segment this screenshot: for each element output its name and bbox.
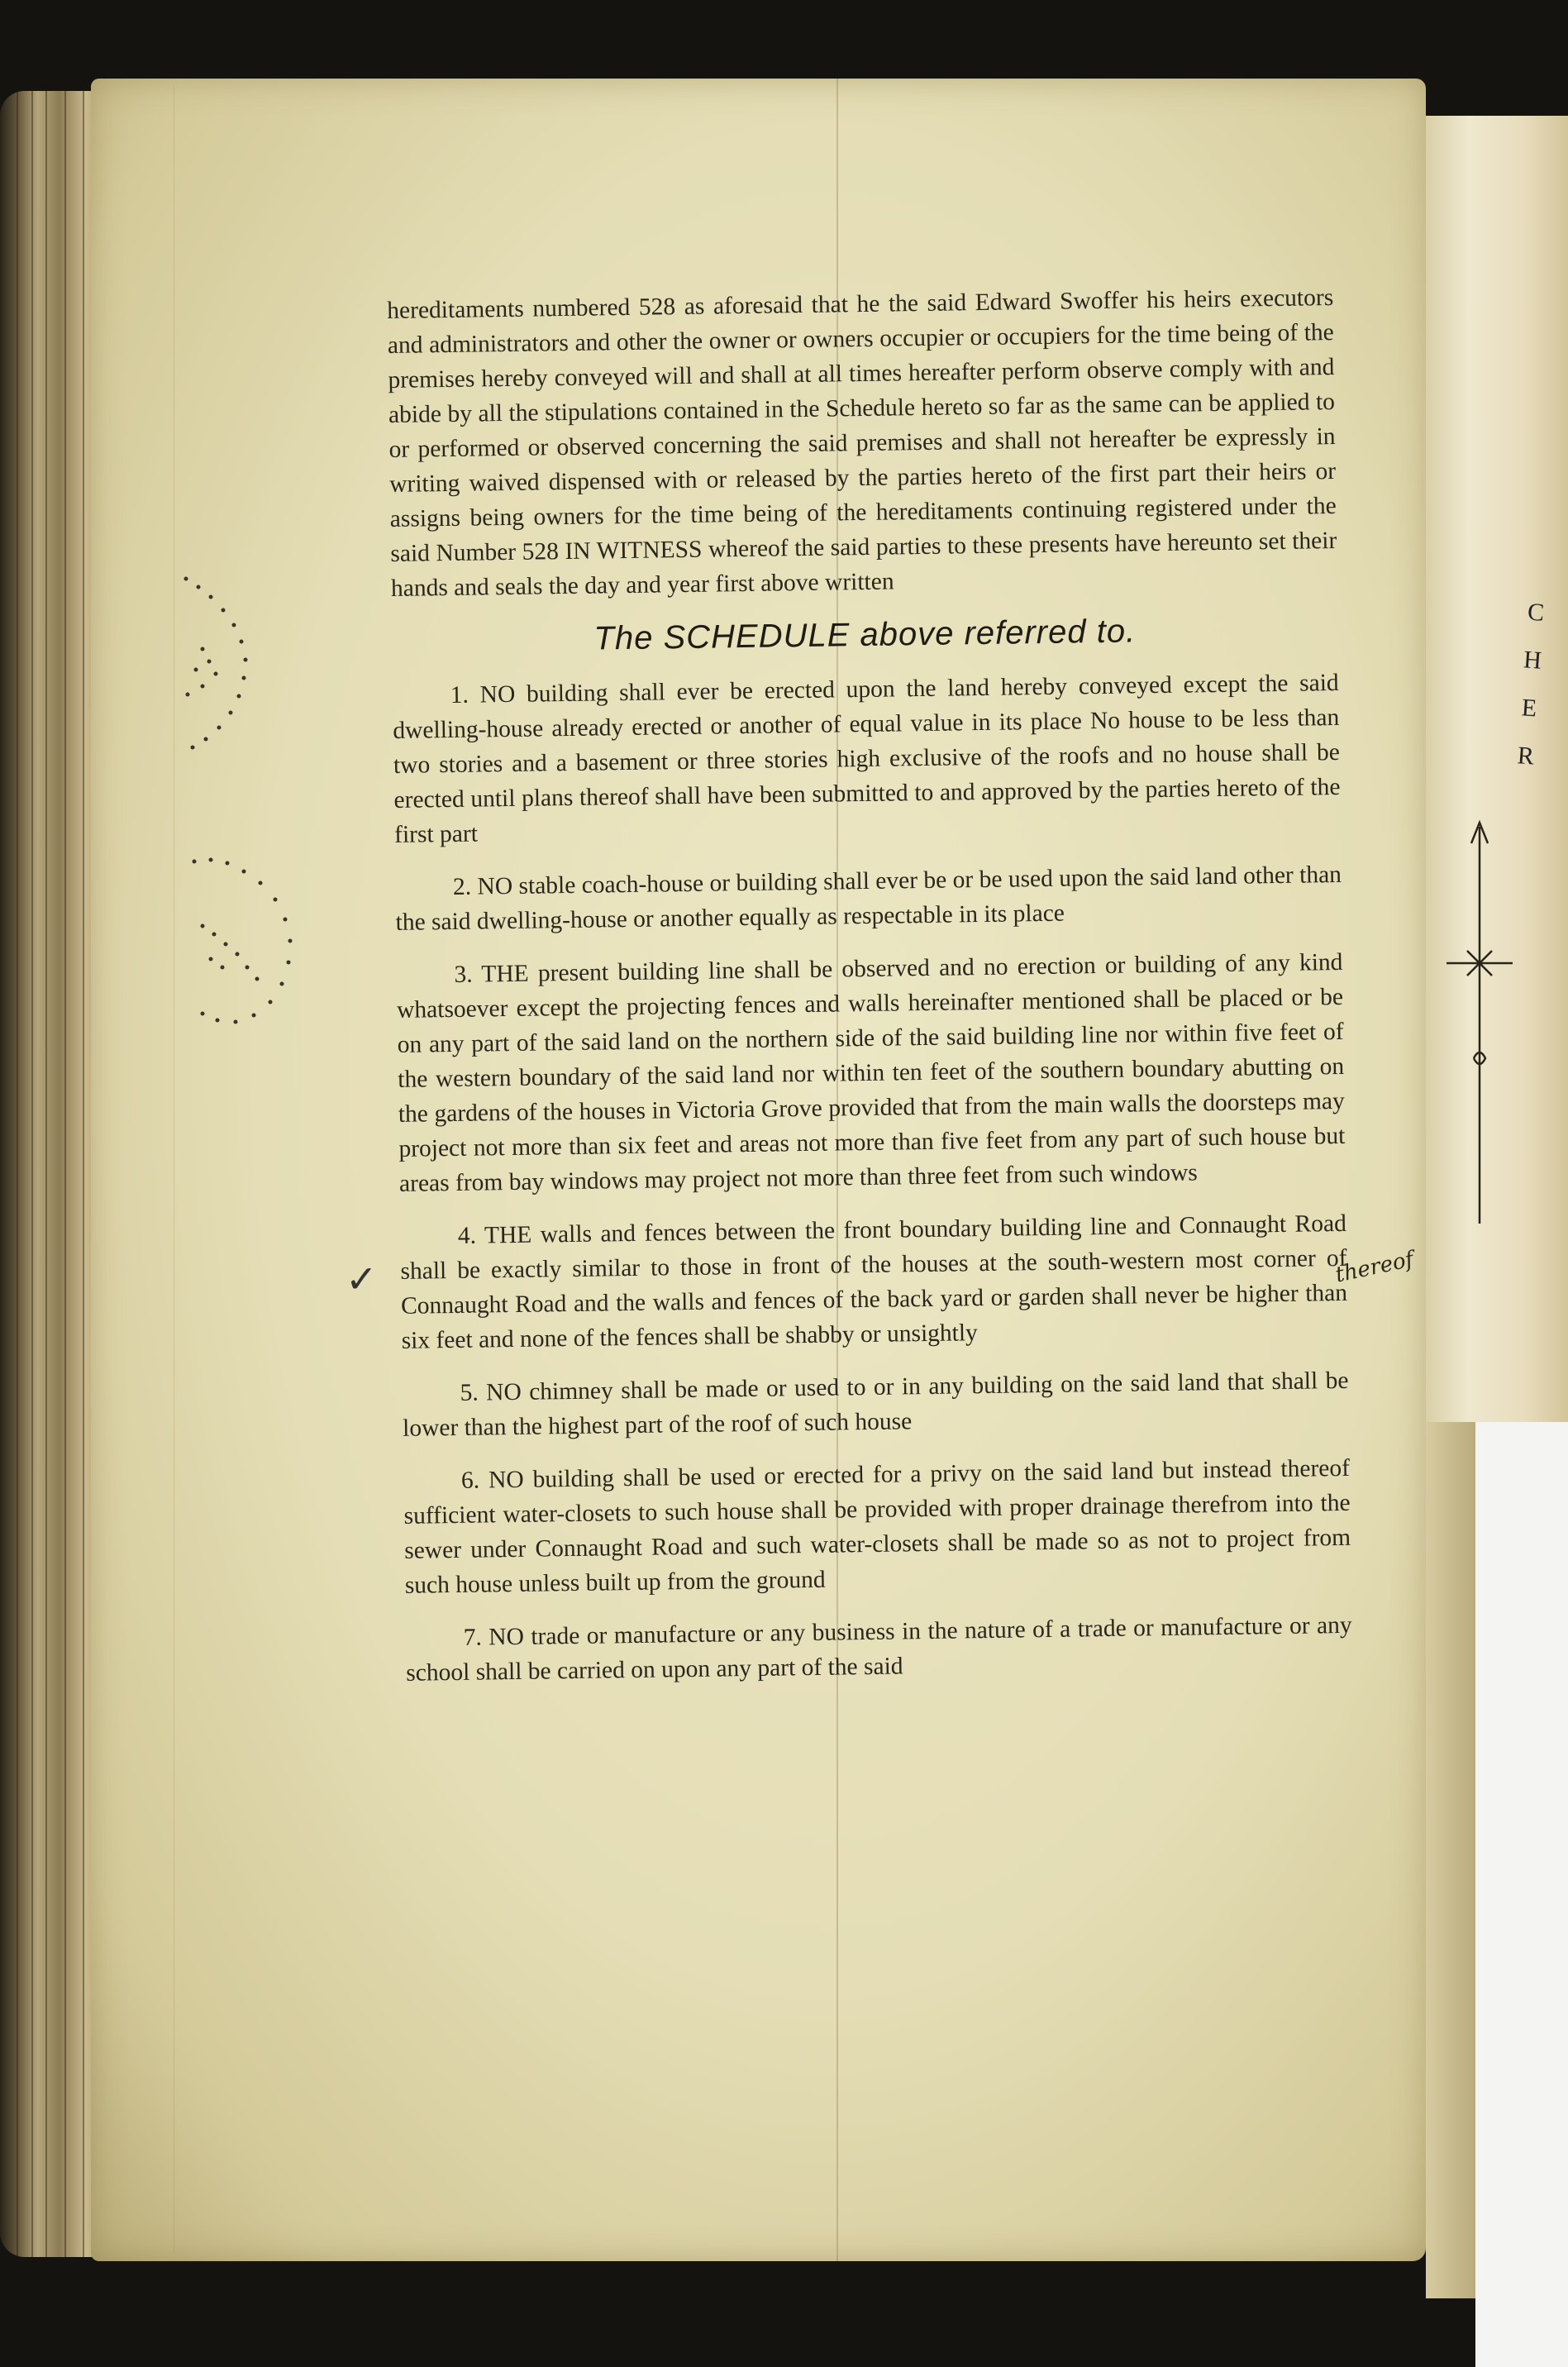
check-mark-icon: ✓ bbox=[346, 1258, 378, 1300]
compass-arrow-icon bbox=[1434, 818, 1525, 1232]
schedule-item: 3. THE present building line shall be observed and no erection or building of any kind whatsoever except the projecting fences and walls hereinafter mentioned shall be placed or be on any part of the said land on the northern side of the said building line nor within five feet of the western boundary of the said land nor within ten feet of the southern boundary abutting on the gardens of the houses in Victoria Grove provided that from the main walls the doorsteps may project not more than six feet and areas not more than five feet from any part of such house but areas from bay windows may project not more than three feet from such windows bbox=[396, 948, 1346, 1197]
schedule-item: 7. NO trade or manufacture or any business in the nature of a trade or manufacture or any school shall be carried on upon any part of the said bbox=[406, 1611, 1352, 1687]
attached-paper-lower bbox=[1426, 1422, 1475, 2298]
margin-annotation: thereof bbox=[1332, 1247, 1416, 1288]
schedule-item: 1. NO building shall ever be erected upon the land hereby conveyed except the said dwelling-house already erected or another of equal value in its place No house to be less than two stories and a basement or three stories high exclusive of the roofs and no house shall be erected until plans thereof shall have been submitted to and approved by the parties hereto of the first part bbox=[393, 669, 1341, 848]
opening-paragraph: hereditaments numbered 528 as aforesaid that he the said Edward Swoffer his heirs executors and administrators and other the owner or owners occupier or occupiers for the time being of the premises hereby conveyed will and shall at all times hereafter perform observe comply with and abide by all the stipulations contained in the Schedule hereto so far as the same can be applied to or performed or observed concerning the said premises and shall not hereafter be expressly in writing waived dispensed with or released by the parties hereto of the first part their heirs or assigns being owners for the time being of the hereditaments continuing registered under the said Number 528 IN WITNESS whereof the said parties to these presents have hereunto set their hands and seals the day and year first above written bbox=[387, 284, 1337, 602]
schedule-item: 2. NO stable coach-house or building shall ever be or be used upon the said land other than the said dwelling-house or another equally as respectable in its place bbox=[395, 861, 1342, 936]
perforated-stamp-icon bbox=[178, 570, 260, 761]
perforated-stamp-icon bbox=[178, 852, 310, 1050]
schedule-item: 6. NO building shall be used or erected for a privy on the said land but instead thereof sufficient water-closets to such house shall be provided with proper drainage therefrom into the sewer under Connaught Road and such water-closets shall be made so as not to project from such house unless built up from the ground bbox=[403, 1454, 1351, 1599]
schedule-item: 4. THE walls and fences between the front boundary building line and Connaught Road shall be exactly similar to those in front of the houses at the south-western most corner of Connaught Road and the walls and fences of the back yard or garden shall never be higher than six feet and none of the fences shall be shabby or unsightly bbox=[400, 1210, 1348, 1354]
background-sheet bbox=[1475, 1422, 1568, 2367]
schedule-title: The SCHEDULE above referred to. bbox=[593, 613, 1137, 657]
schedule-item: 5. NO chimney shall be made or used to or in any building on the said land that shall be lower than the highest part of the roof of such house bbox=[402, 1367, 1349, 1442]
side-label: C H E R bbox=[1516, 598, 1546, 771]
document-body bbox=[387, 280, 1352, 1691]
